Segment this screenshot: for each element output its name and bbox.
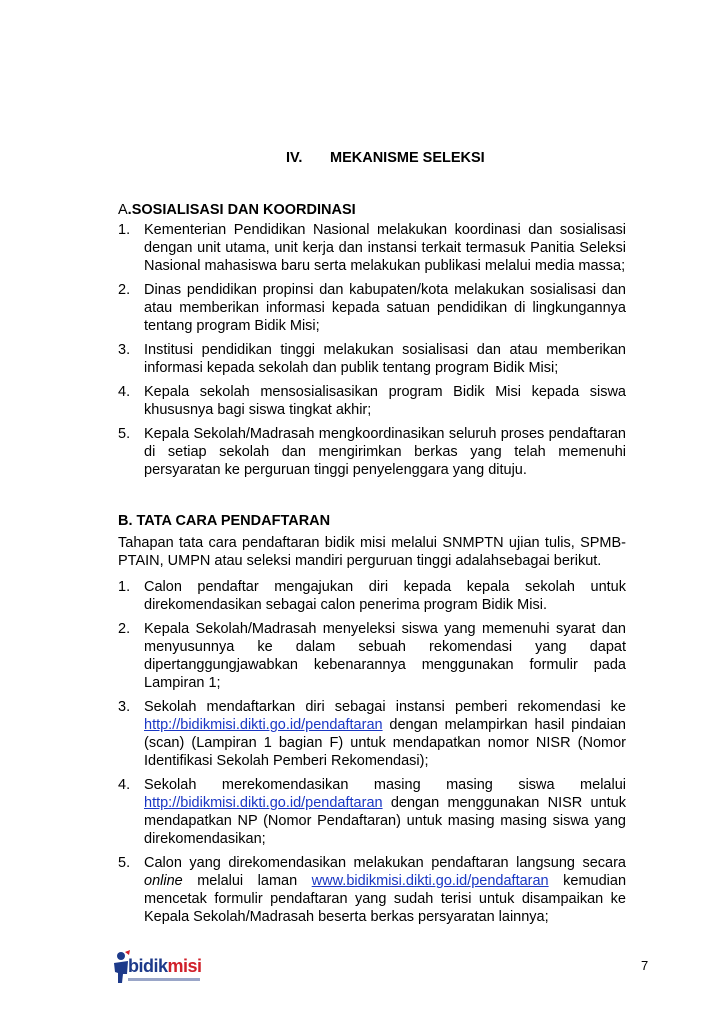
list-item [118, 341, 626, 377]
item-text: Kepala Sekolah/Madrasah mengkoordinasikan seluruh proses pendaftaran di setiap sekolah dan mengirimkan berkas yang telah memenuhi persyaratan ke perguruan tinggi penyelenggara yang dituju. [144, 426, 626, 478]
list-item [118, 620, 626, 692]
item-text: Institusi pendidikan tinggi melakukan sosialisasi dan atau memberikan informasi kepada sekolah dan publik tentang program Bidik Misi; [144, 342, 626, 376]
item-italic-word: online [144, 873, 183, 889]
item-text: Dinas pendidikan propinsi dan kabupaten/kota melakukan sosialisasi dan atau memberikan informasi kepada satuan pendidikan di lingkungannya tentang program Bidik Misi; [144, 282, 626, 334]
chapter-number: IV. [286, 150, 303, 166]
item-number: 1. [118, 579, 131, 595]
logo-tagline-bar [128, 978, 200, 981]
section-b [118, 512, 626, 932]
registration-link[interactable]: www.bidikmisi.dikti.go.id/pendaftaran [311, 873, 549, 889]
list-item [118, 281, 626, 335]
section-b-intro: Tahapan tata cara pendaftaran bidik misi melalui SNMPTN ujian tulis, SPMB-PTAIN, UMPN atau seleksi mandiri perguruan tinggi adalahsebagai berikut. [118, 535, 626, 569]
logo-wordmark [128, 956, 202, 977]
item-number: 4. [118, 777, 131, 793]
item-text: Kepala Sekolah/Madrasah menyeleksi siswa yang memenuhi syarat dan menyusunnya ke dalam sebuah rekomendasi yang dapat dipertanggungjawabkan kebenarannya menggunakan formulir pada Lampiran 1; [144, 621, 626, 691]
item-text-after-link: dengan menggunakan NISR untuk mendapatkan NP (Nomor Pendaftaran) untuk masing masing siswa yang direkomendasikan; [144, 795, 626, 847]
section-a-list [118, 221, 626, 479]
page-number: 7 [641, 958, 649, 973]
list-item [118, 776, 626, 848]
logo-part-bidik: bidik [128, 956, 168, 976]
graduate-figure-icon [110, 950, 130, 984]
list-item [118, 221, 626, 275]
registration-link[interactable]: http://bidikmisi.dikti.go.id/pendaftaran [144, 795, 383, 811]
logo-part-misi: misi [167, 956, 202, 976]
item-number: 3. [118, 699, 131, 715]
section-a-title: .SOSIALISASI DAN KOORDINASI [127, 202, 356, 218]
list-item [118, 854, 626, 926]
item-number: 5. [118, 426, 131, 442]
section-a-prefix: A [118, 202, 128, 218]
section-a [118, 201, 626, 485]
list-item [118, 698, 626, 770]
item-text: Calon pendaftar mengajukan diri kepada kepala sekolah untuk direkomendasikan sebagai calon penerima program Bidik Misi. [144, 579, 626, 613]
item-text-after-link: kemudian mencetak formulir pendaftaran yang sudah terisi untuk disampaikan ke Kepala Sekolah/Madrasah beserta berkas persyaratan lainnya; [144, 873, 627, 925]
item-number: 3. [118, 342, 131, 358]
item-text: Kementerian Pendidikan Nasional melakukan koordinasi dan sosialisasi dengan unit utama, unit kerja dan instansi terkait termasuk Panitia Seleksi Nasional mahasiswa baru serta melakukan publikasi melalui media massa; [144, 222, 626, 274]
section-a-heading [118, 201, 626, 219]
item-text-before-link: Sekolah merekomendasikan masing masing siswa melalui [144, 777, 626, 793]
item-number: 2. [118, 621, 131, 637]
registration-link[interactable]: http://bidikmisi.dikti.go.id/pendaftaran [144, 717, 383, 733]
item-text-before-italic: Calon yang direkomendasikan melakukan pendaftaran langsung secara [144, 855, 626, 871]
item-text-after-link: dengan melampirkan hasil pindaian (scan) (Lampiran 1 bagian F) untuk mendapatkan nomor NISR (Nomor Identifikasi Sekolah Pemberi Rekomendasi); [144, 717, 626, 769]
bidikmisi-logo [110, 950, 200, 990]
list-item [118, 383, 626, 419]
item-number: 1. [118, 222, 131, 238]
item-text-middle: melalui laman [182, 873, 312, 889]
list-item [118, 578, 626, 614]
item-number: 5. [118, 855, 131, 871]
item-text: Kepala sekolah mensosialisasikan program Bidik Misi kepada siswa khususnya bagi siswa tingkat akhir; [144, 384, 626, 418]
item-number: 4. [118, 384, 131, 400]
chapter-heading: MEKANISME SELEKSI [330, 150, 485, 166]
item-number: 2. [118, 282, 131, 298]
section-b-heading: B. TATA CARA PENDAFTARAN [118, 513, 331, 529]
section-b-list [118, 578, 626, 926]
list-item [118, 425, 626, 479]
item-text-before-link: Sekolah mendaftarkan diri sebagai instansi pemberi rekomendasi ke [144, 699, 626, 715]
